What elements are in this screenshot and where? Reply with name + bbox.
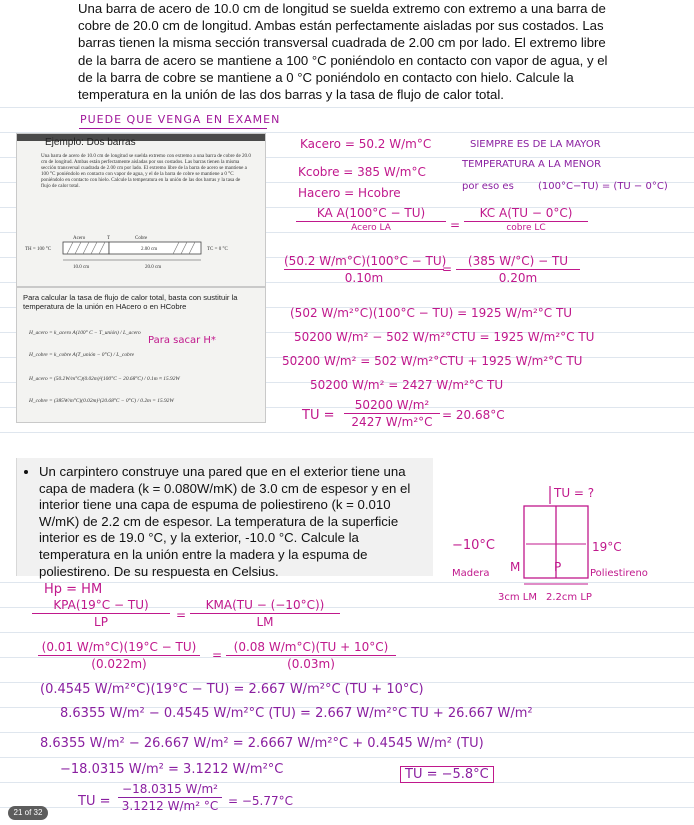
tu-fraction: [344, 398, 440, 429]
fraction-cobre-den: cobre LC: [506, 223, 546, 233]
tu-result: = 20.68°C: [442, 408, 505, 422]
fraction-p-values-num: (0.01 W/m°C)(19°C − TU): [41, 640, 197, 654]
side-label: 2.00 cm: [141, 247, 158, 252]
eq-h-acero-value: H_acero = (50.2W/m°C)(0.02m)²(100°C − 20.68°C) / 0.1m ≈ 15.92W: [29, 376, 180, 382]
fraction-line: [226, 655, 396, 656]
fraction-m-num: KMA(TU − (−10°C)): [205, 598, 325, 612]
step-l6: 50200 W/m² = 2427 W/m²°C TU: [310, 378, 504, 392]
problem-statement: Una barra de acero de 10.0 cm de longitud se suelda extremo con extremo a una barra de cobre de 20.0 cm de longitud. Ambas están perfectamente aisladas por sus costados. Las barras tienen la misma sección transversal cuadrada de 2.00 cm por lado. El extremo libre de la barra de acero se mantiene a 100 °C poniéndolo en contacto con vapor de agua, y el de la barra de cobre se mantiene a 0 °C poniéndolo en contacto con hielo. Calcule la temperatura en la unión de las dos barras y la tasa de flujo de calor total.: [78, 1, 608, 103]
note-siempre: SIEMPRE ES DE LA MAYOR: [470, 139, 601, 150]
equals-sign: =: [450, 218, 461, 232]
fraction-acero-values: [284, 254, 447, 285]
tu2-label: TU =: [78, 794, 111, 809]
fraction-line: [118, 797, 222, 798]
tc-label: TC = 0 °C: [207, 247, 228, 252]
equals-sign: =: [442, 262, 453, 276]
fraction-m: [190, 598, 340, 629]
k-cobre: Kcobre = 385 W/m°C: [298, 165, 426, 179]
fraction-m-den: LM: [256, 615, 274, 629]
fraction-acero: [296, 206, 446, 233]
tu-fraction-num: 50200 W/m²: [354, 398, 430, 412]
acero-label: Acero: [73, 236, 86, 241]
fraction-line: [464, 221, 588, 222]
fraction-cobre: [464, 206, 588, 233]
fraction-line: [32, 613, 170, 614]
fraction-p-den: LP: [94, 615, 108, 629]
fraction-m-values: [226, 640, 396, 671]
fraction-m-values-num: (0.08 W/m°C)(TU + 10°C): [233, 640, 389, 654]
fraction-line: [284, 269, 444, 270]
slide-body: Una barra de acero de 10.0 cm de longitud se suelda extremo con extremo a una barra de cobre de 20.0 cm de longitud. Ambas están perfectamente aisladas por sus costados. Las barras tienen la misma sección transversal cuadrada de 2.00 cm por lado. El extremo libre de la barra de acero se mantiene a 100 °C poniéndolo en contacto con vapor de agua, y el de la barra de cobre se mantiene a 0 °C poniéndolo en contacto con hielo. Calcule la temperatura en la unión de las dos barras y la tasa de flujo de calor total.: [41, 153, 251, 190]
madera-label: Madera: [452, 568, 490, 579]
step-c1: (0.4545 W/m²°C)(19°C − TU) = 2.667 W/m²°C (TU + 10°C): [40, 682, 424, 697]
problem2-text: • Un carpintero construye una pared que en el exterior tiene una capa de madera (k = 0.080W/mK) de 3.0 cm de espesor y en el interior tiene una capa de espuma de poliestireno (k = 0.010 W/mK) de 2.2 cm de espesor. La temperatura de la superficie interior es de 19.0 °C, y la exterior, -10.0 °C. Calcule la temperatura en la unión entre la madera y la espuma de poliestireno. De su respuesta en Celsius.: [39, 464, 433, 580]
slide2-intro: Para calcular la tasa de flujo de calor total, basta con sustituir la temperatura de la unión en HAcero o en HCobre: [23, 293, 238, 312]
tu2-result: = −5.77°C: [228, 794, 294, 808]
tu2-fraction: [118, 782, 222, 813]
tu-unknown: TU = ?: [554, 486, 595, 500]
fraction-p-values-den: (0.022m): [91, 657, 147, 671]
fraction-acero-values-den: 0.10m: [344, 271, 384, 285]
fraction-p-values: [38, 640, 200, 671]
slide-title: Ejemplo: Dos barras: [45, 137, 136, 148]
final-answer: TU = −5.8°C: [400, 766, 494, 783]
step-l4: 50200 W/m² − 502 W/m²°CTU = 1925 W/m²°C TU: [294, 330, 595, 344]
tu-label: TU =: [302, 408, 335, 423]
fraction-line: [190, 613, 340, 614]
fraction-line: [456, 269, 580, 270]
fraction-acero-values-num: (50.2 W/m°C)(100°C − TU): [284, 254, 447, 268]
fraction-cobre-num: KC A(TU − 0°C): [479, 206, 573, 220]
fraction-cobre-values-num: (385 W/°C) − TU: [467, 254, 569, 268]
eq-h-cobre: H_cobre = k_cobre A(T_unión − 0°C) / L_cobre: [29, 352, 135, 358]
fraction-line: [296, 221, 446, 222]
para-sacar-note: Para sacar H*: [148, 335, 216, 346]
fraction-p: [32, 598, 170, 629]
step-l5: 50200 W/m² = 502 W/m²°CTU + 1925 W/m²°C TU: [282, 354, 583, 368]
fraction-cobre-values-den: 0.20m: [498, 271, 538, 285]
th-label: TH = 100 °C: [25, 247, 52, 252]
step-c2: 8.6355 W/m² − 0.4545 W/m²°C (TU) = 2.667 W/m²°C TU + 26.667 W/m²: [60, 706, 533, 721]
fraction-cobre-values: [456, 254, 580, 285]
h-equality: Hacero = Hcobre: [298, 186, 401, 200]
len1-label: 10.0 cm: [73, 265, 90, 270]
fraction-acero-num: KA A(100°C − TU): [316, 206, 426, 220]
page-indicator: 21 of 32: [8, 806, 48, 820]
plus19-label: 19°C: [592, 540, 622, 554]
note-temperatura: TEMPERATURA A LA MENOR: [462, 159, 602, 170]
tu2-fraction-den: 3.1212 W/m² °C: [121, 799, 219, 813]
note-heading-underline: [79, 128, 267, 129]
note-heading: PUEDE QUE VENGA EN EXAMEN: [80, 113, 281, 126]
note-por-eso: por eso es: [462, 181, 514, 192]
poli-label: Poliestireno: [590, 568, 648, 579]
layer-p: P: [554, 560, 562, 574]
t-label: T: [107, 236, 111, 241]
fraction-m-values-den: (0.03m): [287, 657, 335, 671]
eq-h-cobre-value: H_cobre = (385W/m°C)(0.02m)²(20.68°C − 0°C) / 0.2m = 15.92W: [29, 398, 174, 404]
lm-label: 3cm LM: [498, 592, 537, 603]
equals-sign: =: [212, 648, 223, 662]
fraction-line: [344, 413, 440, 414]
fraction-p-num: KPA(19°C − TU): [53, 598, 149, 612]
layer-m: M: [510, 560, 521, 574]
bars-diagram: [23, 230, 259, 280]
example-slide: [16, 133, 266, 287]
eq-h-acero: H_acero = k_acero A(100° C − T_unión) / L_acero: [29, 330, 141, 336]
cobre-label: Cobre: [135, 236, 148, 241]
tu-fraction-den: 2427 W/m²°C: [351, 415, 433, 429]
lp-label: 2.2cm LP: [546, 592, 592, 603]
minus10-label: −10°C: [452, 538, 496, 553]
heat-flow-slide: [16, 287, 266, 423]
fraction-acero-den: Acero LA: [351, 223, 391, 233]
tu2-fraction-num: −18.0315 W/m²: [122, 782, 218, 796]
fraction-line: [38, 655, 200, 656]
step-c4: −18.0315 W/m² = 3.1212 W/m²°C: [60, 762, 284, 777]
equals-sign: =: [176, 608, 187, 622]
problem2-box: [16, 458, 433, 579]
note-por-eso-eq: (100°C−TU) = (TU − 0°C): [538, 181, 668, 192]
step-c3: 8.6355 W/m² − 26.667 W/m² = 2.6667 W/m²°C + 0.4545 W/m² (TU): [40, 736, 484, 751]
len2-label: 20.0 cm: [145, 265, 162, 270]
hp-equals-hm: Hp = HM: [44, 582, 103, 597]
k-acero: Kacero = 50.2 W/m°C: [300, 137, 432, 151]
step-l3: (502 W/m²°C)(100°C − TU) = 1925 W/m²°C TU: [290, 306, 573, 320]
